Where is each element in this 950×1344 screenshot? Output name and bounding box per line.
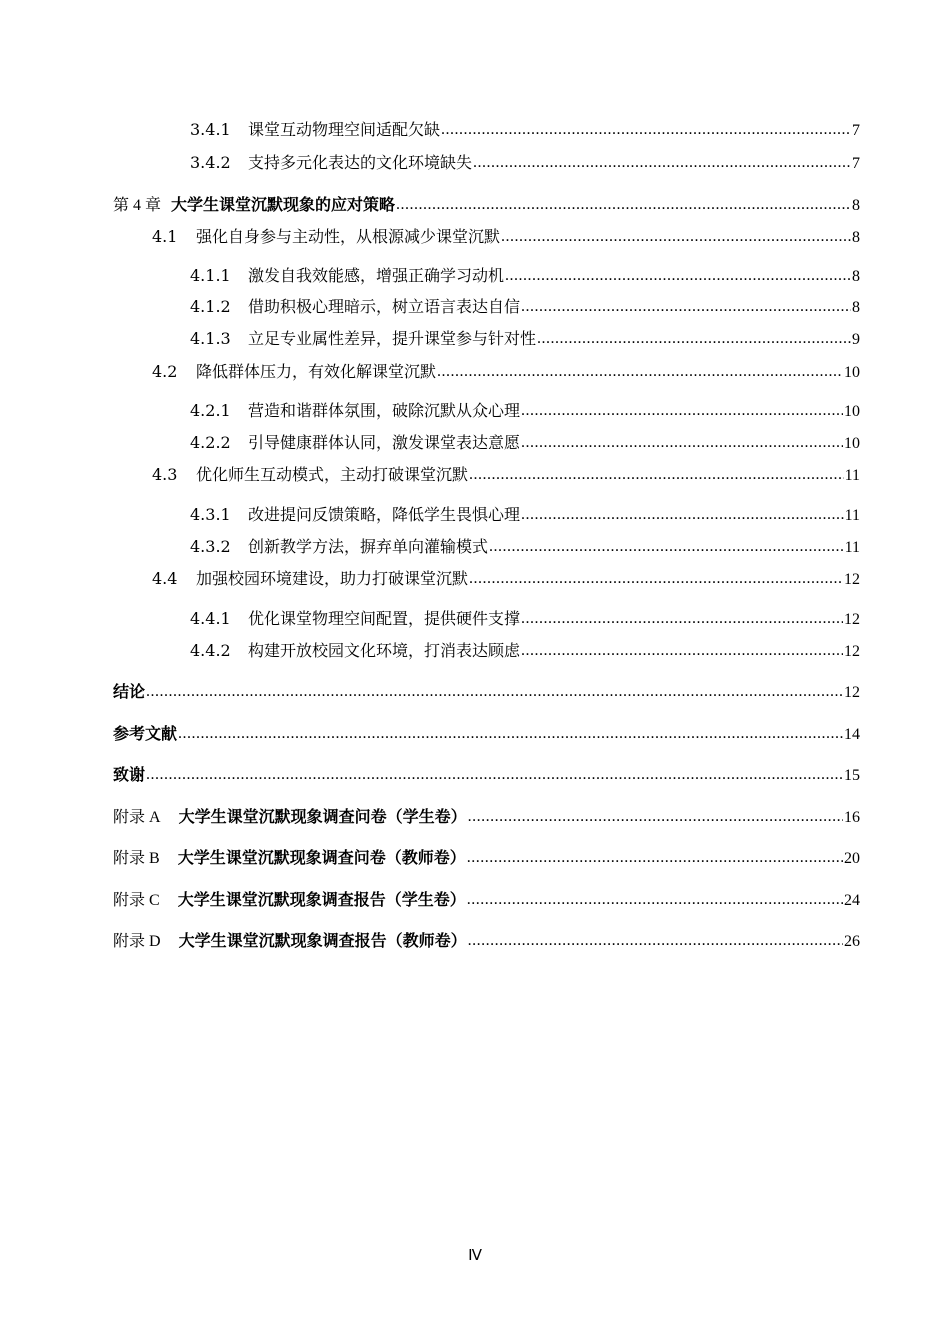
toc-number: 附录 C bbox=[113, 892, 160, 909]
toc-page-number: 8 bbox=[852, 197, 860, 214]
toc-page-number: 11 bbox=[844, 467, 860, 484]
toc-title: 强化自身参与主动性，从根源减少课堂沉默 bbox=[196, 227, 501, 246]
toc-page-number: 12 bbox=[844, 643, 860, 660]
toc-number: 4.3.1 bbox=[190, 505, 231, 524]
toc-title: 大学生课堂沉默现象调查问卷（学生卷） bbox=[178, 807, 467, 826]
toc-number: 4.1.2 bbox=[190, 297, 231, 316]
toc-page-number: 8 bbox=[852, 299, 860, 316]
toc-page-number: 12 bbox=[844, 571, 860, 588]
toc-title: 大学生课堂沉默现象的应对策略 bbox=[171, 195, 396, 214]
toc-entry-appendix-c[interactable] bbox=[113, 890, 860, 911]
toc-title: 大学生课堂沉默现象调查问卷（教师卷） bbox=[177, 848, 466, 867]
toc-page-number: 15 bbox=[844, 767, 860, 784]
toc-leader bbox=[473, 153, 851, 173]
toc-page-number: 12 bbox=[844, 611, 860, 628]
toc-entry[interactable] bbox=[190, 153, 860, 174]
toc-entry-chapter[interactable] bbox=[113, 195, 860, 216]
toc-title: 大学生课堂沉默现象调查报告（学生卷） bbox=[177, 890, 466, 909]
toc-number: 4.1.1 bbox=[190, 266, 231, 285]
toc-page-number: 9 bbox=[852, 331, 860, 348]
page-number-footer: Ⅳ bbox=[468, 1248, 482, 1264]
toc-leader bbox=[146, 765, 843, 785]
toc-entry[interactable] bbox=[190, 266, 860, 287]
toc-leader bbox=[521, 433, 843, 453]
toc-title: 降低群体压力，有效化解课堂沉默 bbox=[196, 362, 437, 381]
toc-leader bbox=[501, 227, 851, 247]
toc-page-number: 10 bbox=[844, 435, 860, 452]
toc-leader bbox=[489, 537, 844, 557]
toc-title: 课堂互动物理空间适配欠缺 bbox=[248, 120, 441, 139]
toc-page-number: 11 bbox=[844, 507, 860, 524]
toc-page-number: 8 bbox=[852, 229, 860, 246]
toc-leader bbox=[521, 297, 851, 317]
toc-entry[interactable] bbox=[152, 362, 860, 383]
toc-number: 4.3.2 bbox=[190, 537, 231, 556]
toc-number: 3.4.1 bbox=[190, 120, 231, 139]
toc-leader bbox=[537, 329, 851, 349]
toc-leader bbox=[521, 505, 844, 525]
toc-entry[interactable] bbox=[152, 227, 860, 248]
toc-page-number: 7 bbox=[852, 122, 860, 139]
toc-entry[interactable] bbox=[190, 433, 860, 454]
toc-number: 4.4.1 bbox=[190, 609, 231, 628]
toc-leader bbox=[441, 120, 851, 140]
toc-entry-references[interactable] bbox=[113, 724, 860, 745]
toc-entry[interactable] bbox=[152, 465, 860, 486]
toc-number: 4.4 bbox=[152, 569, 178, 588]
toc-page-number: 10 bbox=[844, 364, 860, 381]
toc-page-number: 26 bbox=[844, 933, 860, 950]
toc-title: 致谢 bbox=[113, 765, 146, 784]
toc-leader bbox=[468, 931, 843, 951]
toc-number: 第 4 章 bbox=[113, 197, 162, 214]
toc-page-number: 20 bbox=[844, 850, 860, 867]
toc-title: 大学生课堂沉默现象调查报告（教师卷） bbox=[178, 931, 467, 950]
toc-title: 营造和谐群体氛围，破除沉默从众心理 bbox=[248, 401, 521, 420]
toc-leader bbox=[467, 848, 843, 868]
toc-leader bbox=[521, 401, 843, 421]
toc-entry[interactable] bbox=[152, 569, 860, 590]
toc-title: 参考文献 bbox=[113, 724, 178, 743]
toc-page-number: 7 bbox=[852, 155, 860, 172]
toc-page-number: 14 bbox=[844, 726, 860, 743]
toc-leader bbox=[396, 195, 851, 215]
toc-title: 引导健康群体认同，激发课堂表达意愿 bbox=[248, 433, 521, 452]
toc-entry[interactable] bbox=[190, 609, 860, 630]
toc-title: 创新教学方法，摒弃单向灌输模式 bbox=[248, 537, 489, 556]
toc-page-number: 11 bbox=[844, 539, 860, 556]
toc-leader bbox=[468, 807, 843, 827]
toc-title: 结论 bbox=[113, 682, 146, 701]
toc-leader bbox=[467, 890, 843, 910]
toc-entry-acknowledgements[interactable] bbox=[113, 765, 860, 786]
toc-entry-conclusion[interactable] bbox=[113, 682, 860, 703]
toc-entry[interactable] bbox=[190, 401, 860, 422]
toc-title: 加强校园环境建设，助力打破课堂沉默 bbox=[196, 569, 469, 588]
toc-title: 构建开放校园文化环境，打消表达顾虑 bbox=[248, 641, 521, 660]
toc-title: 借助积极心理暗示，树立语言表达自信 bbox=[248, 297, 521, 316]
toc-number: 附录 B bbox=[113, 850, 160, 867]
toc-entry[interactable] bbox=[190, 505, 860, 526]
toc-leader bbox=[521, 641, 843, 661]
toc-number: 4.4.2 bbox=[190, 641, 231, 660]
toc-entry-appendix-a[interactable] bbox=[113, 807, 860, 828]
toc-leader bbox=[505, 266, 851, 286]
toc-entry[interactable] bbox=[190, 120, 860, 141]
toc-title: 激发自我效能感，增强正确学习动机 bbox=[248, 266, 505, 285]
toc-page-number: 8 bbox=[852, 268, 860, 285]
toc-title: 改进提问反馈策略，降低学生畏惧心理 bbox=[248, 505, 521, 524]
toc-leader bbox=[437, 362, 843, 382]
toc-number: 3.4.2 bbox=[190, 153, 231, 172]
toc-page-number: 16 bbox=[844, 809, 860, 826]
toc-entry-appendix-d[interactable] bbox=[113, 931, 860, 952]
toc-page-number: 24 bbox=[844, 892, 860, 909]
toc-page-number: 10 bbox=[844, 403, 860, 420]
toc-leader bbox=[178, 724, 843, 744]
toc-title: 立足专业属性差异，提升课堂参与针对性 bbox=[248, 329, 537, 348]
toc-number: 4.3 bbox=[152, 465, 178, 484]
toc-entry[interactable] bbox=[190, 641, 860, 662]
toc-title: 优化课堂物理空间配置，提供硬件支撑 bbox=[248, 609, 521, 628]
toc-number: 4.2.2 bbox=[190, 433, 231, 452]
toc-number: 4.1 bbox=[152, 227, 178, 246]
toc-number: 4.2 bbox=[152, 362, 178, 381]
toc-leader bbox=[146, 682, 843, 702]
toc-entry[interactable] bbox=[190, 329, 860, 350]
toc-number: 附录 D bbox=[113, 933, 161, 950]
toc-leader bbox=[469, 569, 843, 589]
toc-title: 支持多元化表达的文化环境缺失 bbox=[248, 153, 473, 172]
toc-number: 4.1.3 bbox=[190, 329, 231, 348]
toc-leader bbox=[469, 465, 844, 485]
toc-number: 附录 A bbox=[113, 809, 161, 826]
toc-entry[interactable] bbox=[190, 297, 860, 318]
toc-page-number: 12 bbox=[844, 684, 860, 701]
toc-number: 4.2.1 bbox=[190, 401, 231, 420]
toc-entry[interactable] bbox=[190, 537, 860, 558]
toc-entry-appendix-b[interactable] bbox=[113, 848, 860, 869]
toc-title: 优化师生互动模式，主动打破课堂沉默 bbox=[196, 465, 469, 484]
toc-leader bbox=[521, 609, 843, 629]
